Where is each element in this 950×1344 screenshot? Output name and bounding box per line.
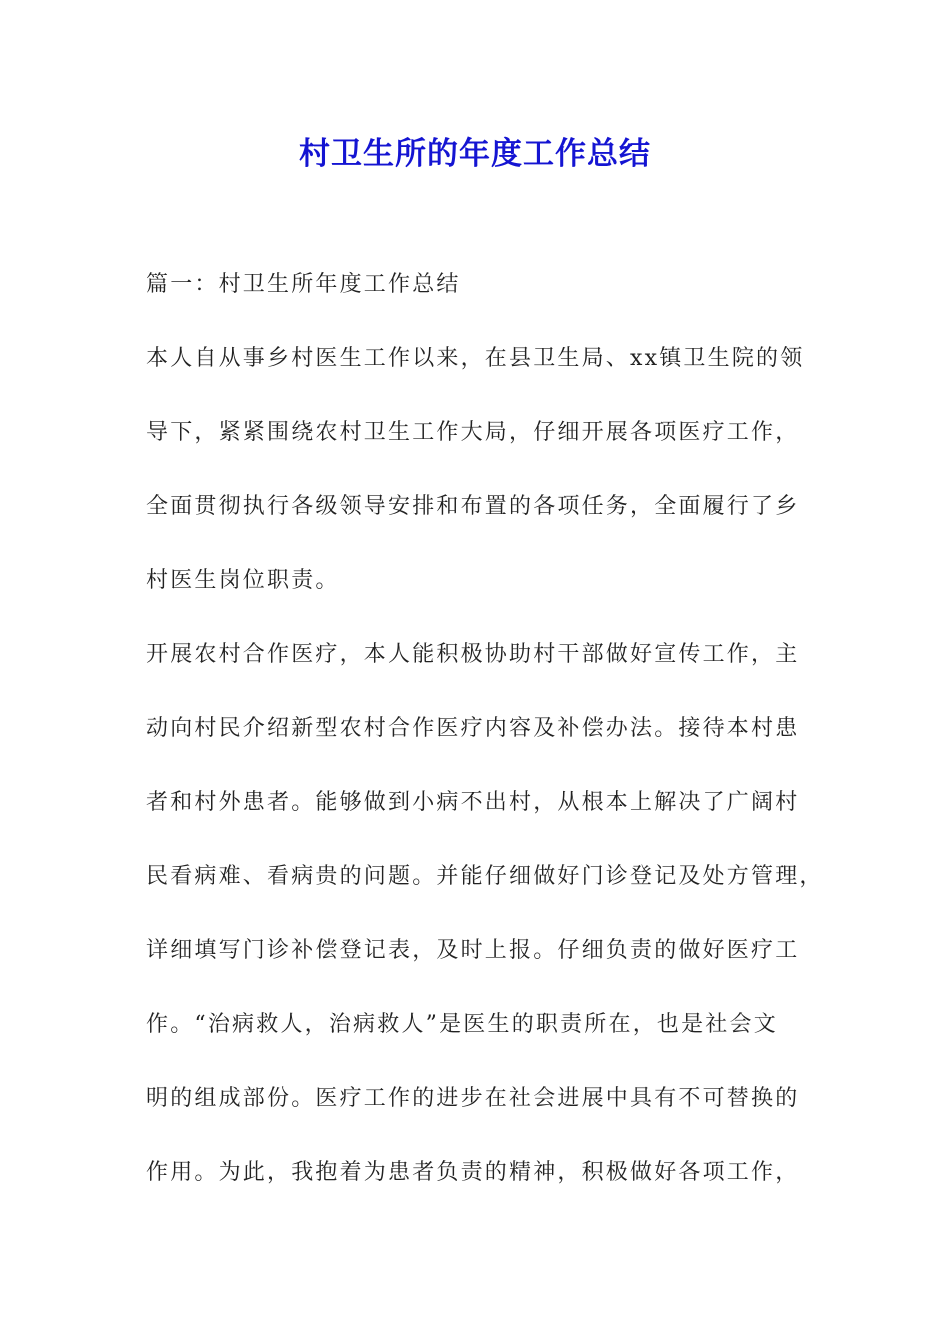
- text-line: 动向村民介绍新型农村合作医疗内容及补偿办法。接待本村患: [146, 716, 800, 741]
- text-line: 村医生岗位职责。: [146, 568, 340, 593]
- text-line: 者和村外患者。能够做到小病不出村，从根本上解决了广阔村: [146, 790, 800, 815]
- text-line: 本人自从事乡村医生工作以来，在县卫生局、xx镇卫生院的领: [146, 346, 805, 371]
- text-line: 明的组成部份。医疗工作的进步在社会进展中具有不可替换的: [146, 1086, 800, 1111]
- text-line: 作用。为此，我抱着为患者负责的精神，积极做好各项工作，: [146, 1160, 800, 1185]
- text-line: 作。“治病救人，治病救人”是医生的职责所在，也是社会文: [146, 1012, 778, 1037]
- section-heading: 篇一：村卫生所年度工作总结: [146, 272, 461, 297]
- document-title: 村卫生所的年度工作总结: [299, 136, 651, 172]
- text-line: 开展农村合作医疗，本人能积极协助村干部做好宣传工作，主: [146, 642, 800, 667]
- text-line: 民看病难、看病贵的问题。并能仔细做好门诊登记及处方管理，: [146, 864, 824, 889]
- text-line: 全面贯彻执行各级领导安排和布置的各项任务，全面履行了乡: [146, 494, 800, 519]
- text-line: 导下，紧紧围绕农村卫生工作大局，仔细开展各项医疗工作，: [146, 420, 800, 445]
- document-body: [146, 263, 846, 1225]
- text-line: 详细填写门诊补偿登记表，及时上报。仔细负责的做好医疗工: [146, 938, 800, 963]
